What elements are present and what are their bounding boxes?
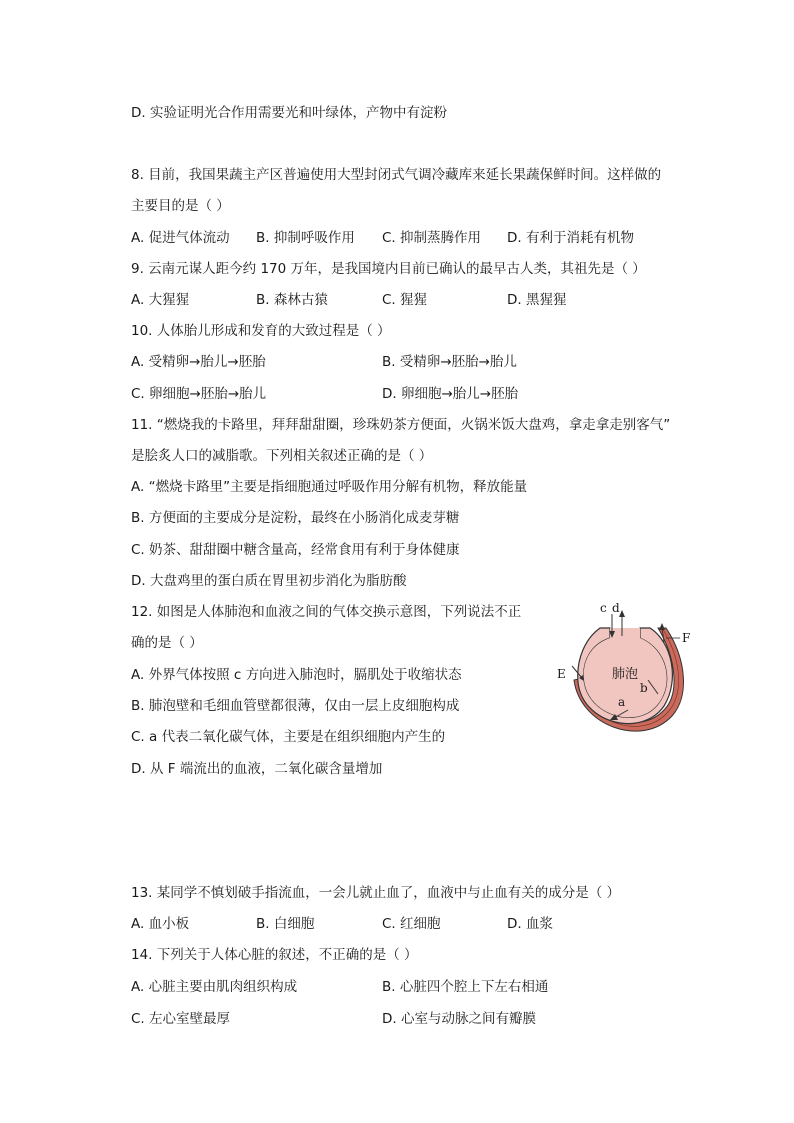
q14-option-b: B. 心脏四个腔上下左右相通 (382, 979, 549, 995)
q13-option-a: A. 血小板 (131, 916, 190, 932)
q12-option-a: A. 外界气体按照 c 方向进入肺泡时，膈肌处于收缩状态 (131, 667, 462, 683)
label-a: a (618, 695, 626, 709)
q14-option-c: C. 左心室壁最厚 (131, 1011, 231, 1027)
q9-option-d: D. 黑猩猩 (507, 292, 567, 308)
q12-option-d: D. 从 F 端流出的血液，二氧化碳含量增加 (131, 761, 383, 777)
arrow-f-head (659, 623, 665, 630)
q10-stem: 10. 人体胎儿形成和发育的大致过程是（ ） (131, 323, 391, 339)
q13-option-d: D. 血浆 (507, 916, 553, 932)
q7-option-d: D. 实验证明光合作用需要光和叶绿体，产物中有淀粉 (131, 105, 447, 121)
q8-option-c: C. 抑制蒸腾作用 (382, 230, 482, 246)
q13-stem: 13. 某同学不慎划破手指流血，一会儿就止血了，血液中与止血有关的成分是（ ） (131, 885, 621, 901)
q8-option-a: A. 促进气体流动 (131, 230, 230, 246)
q10-option-a: A. 受精卵→胎儿→胚胎 (131, 354, 266, 370)
q13-option-b: B. 白细胞 (256, 916, 315, 932)
label-b: b (640, 681, 648, 695)
q9-option-c: C. 猩猩 (382, 292, 428, 308)
arrow-d-head (619, 610, 625, 617)
q9-stem: 9. 云南元谋人距今约 170 万年，是我国境内目前已确认的最早古人类，其祖先是（ ） (131, 261, 646, 277)
q9-option-a: A. 大猩猩 (131, 292, 190, 308)
q12-option-c: C. a 代表二氧化碳气体，主要是在组织细胞内产生的 (131, 729, 446, 745)
label-c: c (600, 601, 607, 615)
q11-option-b: B. 方便面的主要成分是淀粉，最终在小肠消化成麦芽糖 (131, 510, 460, 526)
q11-option-c: C. 奶茶、甜甜圈中糖含量高，经常食用有利于身体健康 (131, 542, 460, 558)
q14-stem: 14. 下列关于人体心脏的叙述，不正确的是（ ） (131, 947, 418, 963)
q11-option-d: D. 大盘鸡里的蛋白质在胃里初步消化为脂肪酸 (131, 573, 407, 589)
q8-stem-line1: 8. 目前，我国果蔬主产区普遍使用大型封闭式气调冷藏库来延长果蔬保鲜时间。这样做的 (131, 167, 662, 183)
q12-option-b: B. 肺泡壁和毛细血管壁都很薄，仅由一层上皮细胞构成 (131, 698, 460, 714)
q13-option-c: C. 红细胞 (382, 916, 441, 932)
q12-stem-line2: 确的是（ ） (131, 635, 203, 651)
label-e: E (557, 667, 566, 681)
q12-stem-line1: 12. 如图是人体肺泡和血液之间的气体交换示意图，下列说法不正 (131, 604, 522, 620)
q10-option-d: D. 卵细胞→胎儿→胚胎 (382, 386, 519, 402)
q11-stem-line1: 11. “燃烧我的卡路里，拜拜甜甜圈，珍珠奶茶方便面，火锅米饭大盘鸡，拿走拿走别客气” (131, 417, 671, 433)
q9-option-b: B. 森林古猿 (256, 292, 328, 308)
alveolus-gas-exchange-diagram (552, 598, 702, 748)
q11-stem-line2: 是脍炙人口的减脂歌。下列相关叙述正确的是（ ） (131, 448, 433, 464)
q11-option-a: A. “燃烧卡路里”主要是指细胞通过呼吸作用分解有机物，释放能量 (131, 479, 528, 495)
label-d: d (612, 601, 620, 615)
q8-option-b: B. 抑制呼吸作用 (256, 230, 355, 246)
q10-option-b: B. 受精卵→胚胎→胎儿 (382, 354, 517, 370)
q14-option-a: A. 心脏主要由肌肉组织构成 (131, 979, 298, 995)
q8-stem-line2: 主要目的是（ ） (131, 198, 230, 214)
q8-option-d: D. 有利于消耗有机物 (507, 230, 634, 246)
q14-option-d: D. 心室与动脉之间有瓣膜 (382, 1011, 536, 1027)
label-alveolus: 肺泡 (612, 667, 639, 682)
q10-option-c: C. 卵细胞→胚胎→胎儿 (131, 386, 267, 402)
label-f: F (682, 631, 691, 645)
